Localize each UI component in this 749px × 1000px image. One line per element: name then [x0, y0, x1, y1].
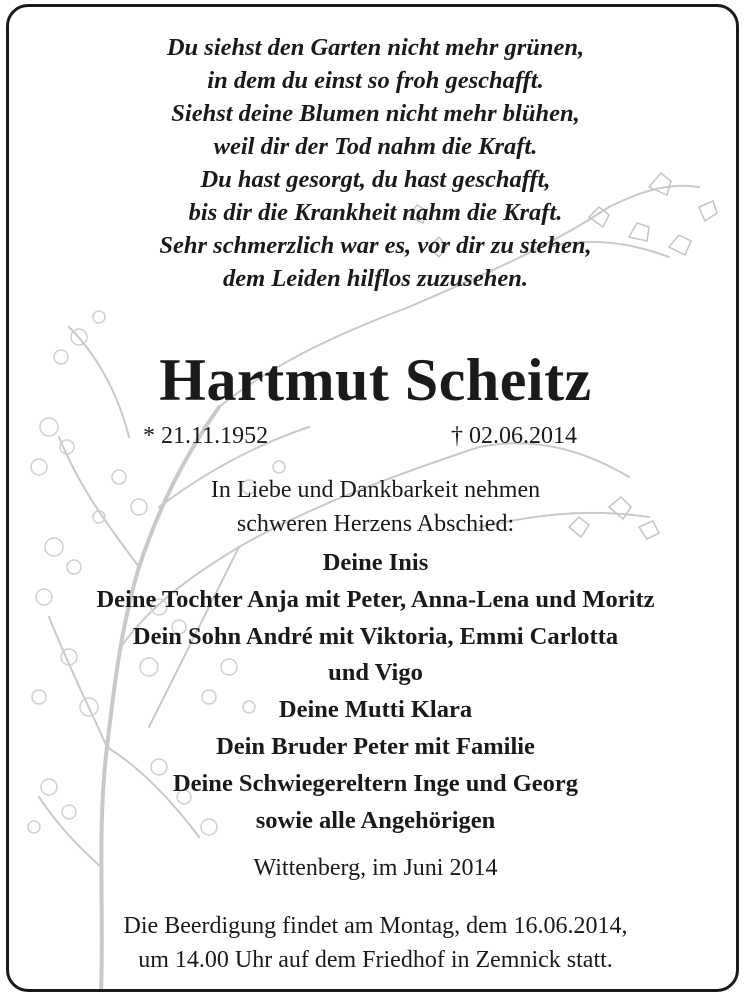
funeral-line: um 14.00 Uhr auf dem Friedhof in Zemnick statt. [138, 947, 613, 973]
deceased-name: Hartmut Scheitz [159, 347, 592, 413]
birth-date: * 21.11.1952 [143, 423, 269, 449]
poem-line: Du hast gesorgt, du hast geschafft, [200, 166, 551, 193]
funeral-notice [9, 909, 739, 977]
obituary-content [9, 7, 739, 992]
mourner-line: Dein Bruder Peter mit Familie [216, 732, 535, 760]
farewell-intro [9, 473, 739, 541]
mourner-line: sowie alle Angehörigen [255, 806, 496, 834]
poem-line: dem Leiden hilflos zuzusehen. [223, 265, 528, 292]
poem-line: weil dir der Tod nahm die Kraft. [213, 133, 538, 160]
poem-line: Sehr schmerzlich war es, vor dir zu stehen, [159, 232, 592, 259]
mourner-line: Deine Inis [322, 549, 429, 576]
intro-line: In Liebe und Dankbarkeit nehmen [210, 477, 541, 503]
death-date: † 02.06.2014 [451, 423, 577, 449]
mourners-list [9, 545, 739, 839]
mourner-line: Dein Sohn André mit Viktoria, Emmi Carlotta [132, 622, 619, 650]
poem-line: Du siehst den Garten nicht mehr grünen, [166, 34, 585, 61]
intro-line: schweren Herzens Abschied: [236, 511, 515, 537]
obituary-frame [6, 4, 739, 992]
poem-line: in dem du einst so froh geschafft. [207, 67, 544, 94]
poem [9, 31, 739, 295]
mourner-line: Deine Mutti Klara [278, 696, 473, 724]
mourner-line: und Vigo [328, 659, 423, 687]
poem-line: Siehst deine Blumen nicht mehr blühen, [171, 100, 580, 127]
poem-line: bis dir die Krankheit nahm die Kraft. [188, 199, 563, 226]
mourner-line: Deine Schwiegereltern Inge und Georg [172, 769, 579, 797]
place-date: Wittenberg, im Juni 2014 [253, 855, 498, 881]
funeral-line: Die Beerdigung findet am Montag, dem 16.06.2014, [123, 913, 628, 939]
mourner-line: Deine Tochter Anja mit Peter, Anna-Lena und Moritz [96, 585, 655, 613]
